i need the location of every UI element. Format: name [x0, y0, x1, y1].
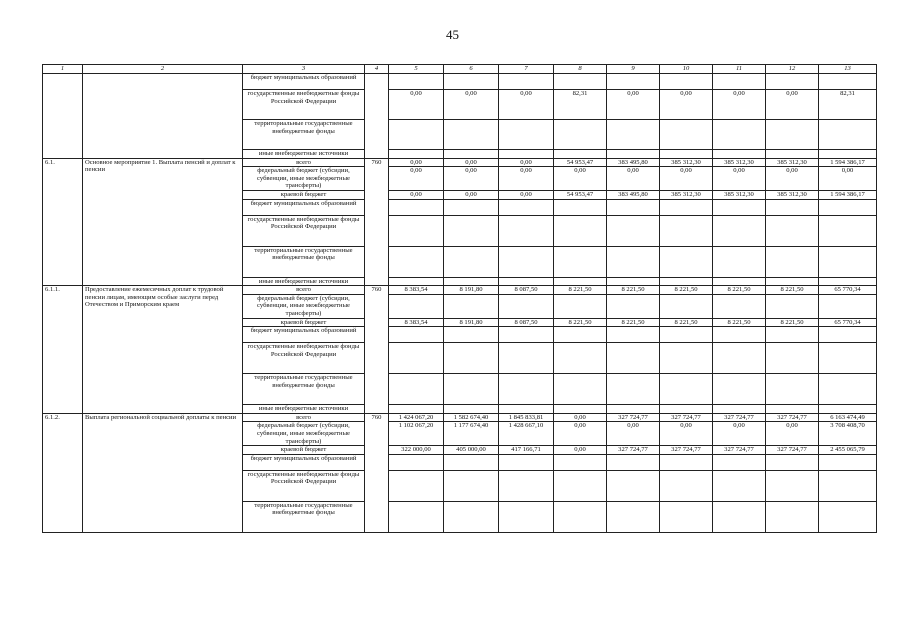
amount-cell [554, 470, 607, 501]
amount-cell: 1 582 674,40 [444, 413, 499, 422]
amount-cell [554, 501, 607, 532]
amount-cell [819, 470, 877, 501]
amount-cell: 0,00 [607, 167, 660, 191]
amount-cell [819, 150, 877, 159]
amount-cell: 8 383,54 [389, 286, 444, 295]
amount-cell: 0,00 [389, 90, 444, 120]
funding-source: бюджет муниципальных образований [243, 74, 365, 90]
amount-cell: 0,00 [499, 167, 554, 191]
amount-cell [389, 150, 444, 159]
item-name: Основное мероприятие 1. Выплата пенсий и доплат к пенсии [83, 158, 243, 286]
amount-cell [444, 454, 499, 470]
funding-source: краевой бюджет [243, 446, 365, 455]
amount-cell [499, 405, 554, 414]
amount-cell [444, 501, 499, 532]
amount-cell [554, 246, 607, 277]
amount-cell [766, 294, 819, 318]
amount-cell: 6 163 474,49 [819, 413, 877, 422]
amount-cell: 0,00 [554, 413, 607, 422]
funding-source: бюджет муниципальных образований [243, 199, 365, 215]
item-name [83, 74, 243, 159]
amount-cell: 1 424 067,20 [389, 413, 444, 422]
funding-source: всего [243, 413, 365, 422]
amount-cell [660, 327, 713, 343]
amount-cell [389, 405, 444, 414]
amount-cell [389, 294, 444, 318]
amount-cell [554, 199, 607, 215]
amount-cell: 8 087,50 [499, 286, 554, 295]
amount-cell [499, 294, 554, 318]
amount-cell [554, 277, 607, 286]
amount-cell: 322 000,00 [389, 446, 444, 455]
grbs-code [365, 74, 389, 159]
funding-source: бюджет муниципальных образований [243, 454, 365, 470]
amount-cell [660, 470, 713, 501]
table-row [43, 158, 877, 167]
amount-cell [660, 246, 713, 277]
amount-cell: 383 495,80 [607, 190, 660, 199]
amount-cell [499, 246, 554, 277]
amount-cell: 8 087,50 [499, 318, 554, 327]
funding-source: всего [243, 286, 365, 295]
amount-cell: 65 770,34 [819, 318, 877, 327]
amount-cell [389, 343, 444, 374]
amount-cell: 385 312,30 [713, 158, 766, 167]
amount-cell [713, 501, 766, 532]
amount-cell [660, 343, 713, 374]
amount-cell [444, 120, 499, 150]
amount-cell: 1 102 067,20 [389, 422, 444, 446]
amount-cell [444, 374, 499, 405]
amount-cell [819, 405, 877, 414]
amount-cell [607, 327, 660, 343]
column-number: 7 [499, 65, 554, 74]
amount-cell [660, 405, 713, 414]
amount-cell [766, 343, 819, 374]
amount-cell [499, 501, 554, 532]
amount-cell: 0,00 [499, 158, 554, 167]
amount-cell: 385 312,30 [660, 190, 713, 199]
amount-cell: 385 312,30 [766, 158, 819, 167]
funding-source: государственные внебюджетные фонды Российской Федерации [243, 215, 365, 246]
amount-cell [499, 277, 554, 286]
column-number: 9 [607, 65, 660, 74]
amount-cell [554, 405, 607, 414]
amount-cell [766, 246, 819, 277]
amount-cell: 0,00 [607, 422, 660, 446]
table-row [43, 286, 877, 295]
amount-cell [660, 454, 713, 470]
amount-cell [713, 74, 766, 90]
amount-cell: 8 191,80 [444, 286, 499, 295]
item-code: 6.1.2. [43, 413, 83, 532]
column-number: 12 [766, 65, 819, 74]
amount-cell [819, 454, 877, 470]
amount-cell: 327 724,77 [713, 446, 766, 455]
amount-cell: 8 221,50 [607, 318, 660, 327]
amount-cell [444, 470, 499, 501]
amount-cell [660, 74, 713, 90]
amount-cell [499, 215, 554, 246]
amount-cell [499, 454, 554, 470]
amount-cell [766, 150, 819, 159]
amount-cell: 0,00 [660, 422, 713, 446]
column-number: 5 [389, 65, 444, 74]
amount-cell [660, 374, 713, 405]
amount-cell [766, 199, 819, 215]
amount-cell: 8 221,50 [554, 286, 607, 295]
amount-cell: 65 770,34 [819, 286, 877, 295]
amount-cell: 0,00 [766, 90, 819, 120]
amount-cell [819, 246, 877, 277]
amount-cell: 8 191,80 [444, 318, 499, 327]
amount-cell: 0,00 [713, 167, 766, 191]
amount-cell [819, 199, 877, 215]
amount-cell: 327 724,77 [766, 413, 819, 422]
amount-cell [713, 470, 766, 501]
amount-cell [444, 150, 499, 159]
funding-source: иные внебюджетные источники [243, 277, 365, 286]
amount-cell: 0,00 [819, 167, 877, 191]
amount-cell [499, 327, 554, 343]
amount-cell [819, 501, 877, 532]
amount-cell: 1 845 833,81 [499, 413, 554, 422]
amount-cell [660, 150, 713, 159]
funding-source: всего [243, 158, 365, 167]
amount-cell [713, 343, 766, 374]
amount-cell [444, 294, 499, 318]
funding-source: государственные внебюджетные фонды Российской Федерации [243, 90, 365, 120]
amount-cell [499, 374, 554, 405]
table-body [43, 65, 877, 533]
amount-cell [766, 454, 819, 470]
grbs-code: 760 [365, 158, 389, 286]
amount-cell [766, 374, 819, 405]
column-number: 11 [713, 65, 766, 74]
amount-cell: 0,00 [444, 190, 499, 199]
amount-cell [499, 470, 554, 501]
amount-cell [444, 405, 499, 414]
grbs-code: 760 [365, 413, 389, 532]
amount-cell [766, 277, 819, 286]
amount-cell [713, 215, 766, 246]
amount-cell: 0,00 [766, 422, 819, 446]
amount-cell: 0,00 [389, 190, 444, 199]
amount-cell: 0,00 [389, 167, 444, 191]
funding-source: бюджет муниципальных образований [243, 327, 365, 343]
funding-source: государственные внебюджетные фонды Российской Федерации [243, 470, 365, 501]
amount-cell: 1 594 386,17 [819, 190, 877, 199]
amount-cell [713, 150, 766, 159]
table-row [43, 74, 877, 90]
amount-cell [554, 327, 607, 343]
amount-cell: 0,00 [554, 422, 607, 446]
column-number: 1 [43, 65, 83, 74]
table-row [43, 413, 877, 422]
amount-cell [389, 327, 444, 343]
amount-cell [389, 120, 444, 150]
amount-cell [389, 215, 444, 246]
column-number: 4 [365, 65, 389, 74]
amount-cell [554, 374, 607, 405]
amount-cell: 327 724,77 [607, 413, 660, 422]
amount-cell [660, 120, 713, 150]
amount-cell [660, 215, 713, 246]
amount-cell [819, 374, 877, 405]
amount-cell [766, 470, 819, 501]
amount-cell [766, 215, 819, 246]
amount-cell: 1 594 386,17 [819, 158, 877, 167]
amount-cell [607, 199, 660, 215]
funding-source: федеральный бюджет (субсидии, субвенции, иные межбюджетные трансферты) [243, 294, 365, 318]
amount-cell [607, 294, 660, 318]
amount-cell: 8 221,50 [660, 318, 713, 327]
amount-cell [607, 246, 660, 277]
amount-cell: 8 221,50 [660, 286, 713, 295]
amount-cell: 385 312,30 [766, 190, 819, 199]
amount-cell [389, 374, 444, 405]
amount-cell [819, 327, 877, 343]
funding-source: территориальные государственные внебюджетные фонды [243, 246, 365, 277]
amount-cell: 0,00 [444, 158, 499, 167]
amount-cell [554, 74, 607, 90]
amount-cell [444, 277, 499, 286]
amount-cell: 2 455 065,79 [819, 446, 877, 455]
amount-cell: 0,00 [554, 446, 607, 455]
amount-cell [713, 405, 766, 414]
amount-cell [607, 405, 660, 414]
amount-cell: 8 221,50 [554, 318, 607, 327]
amount-cell [444, 327, 499, 343]
amount-cell: 82,31 [819, 90, 877, 120]
amount-cell [607, 150, 660, 159]
funding-source: краевой бюджет [243, 190, 365, 199]
amount-cell [554, 215, 607, 246]
column-number: 8 [554, 65, 607, 74]
amount-cell [713, 246, 766, 277]
amount-cell [607, 120, 660, 150]
amount-cell: 0,00 [660, 90, 713, 120]
amount-cell [607, 454, 660, 470]
amount-cell: 385 312,30 [713, 190, 766, 199]
amount-cell [766, 405, 819, 414]
amount-cell [766, 501, 819, 532]
amount-cell [713, 327, 766, 343]
amount-cell: 8 221,50 [713, 286, 766, 295]
amount-cell [819, 74, 877, 90]
amount-cell [660, 199, 713, 215]
funding-source: иные внебюджетные источники [243, 405, 365, 414]
funding-source: краевой бюджет [243, 318, 365, 327]
amount-cell [819, 294, 877, 318]
amount-cell: 327 724,77 [766, 446, 819, 455]
amount-cell [444, 246, 499, 277]
amount-cell: 8 221,50 [766, 318, 819, 327]
amount-cell [607, 374, 660, 405]
amount-cell [766, 74, 819, 90]
amount-cell [713, 199, 766, 215]
amount-cell [389, 246, 444, 277]
amount-cell [660, 277, 713, 286]
amount-cell [499, 120, 554, 150]
amount-cell [660, 501, 713, 532]
amount-cell [389, 454, 444, 470]
amount-cell: 54 953,47 [554, 158, 607, 167]
funding-source: федеральный бюджет (субсидии, субвенции, иные межбюджетные трансферты) [243, 422, 365, 446]
amount-cell [819, 343, 877, 374]
amount-cell [713, 374, 766, 405]
amount-cell: 327 724,77 [660, 413, 713, 422]
amount-cell [444, 215, 499, 246]
amount-cell [713, 120, 766, 150]
amount-cell [554, 120, 607, 150]
amount-cell [389, 501, 444, 532]
funding-source: территориальные государственные внебюджетные фонды [243, 501, 365, 532]
amount-cell [819, 277, 877, 286]
amount-cell: 327 724,77 [660, 446, 713, 455]
item-code [43, 74, 83, 159]
amount-cell [389, 470, 444, 501]
amount-cell: 0,00 [607, 90, 660, 120]
amount-cell: 0,00 [499, 190, 554, 199]
amount-cell [554, 343, 607, 374]
amount-cell [499, 199, 554, 215]
amount-cell: 0,00 [499, 90, 554, 120]
amount-cell: 0,00 [389, 158, 444, 167]
grbs-code: 760 [365, 286, 389, 414]
amount-cell: 54 953,47 [554, 190, 607, 199]
amount-cell [660, 294, 713, 318]
amount-cell [766, 327, 819, 343]
amount-cell [554, 150, 607, 159]
amount-cell: 0,00 [713, 422, 766, 446]
page-number: 45 [446, 27, 459, 42]
amount-cell: 3 708 408,70 [819, 422, 877, 446]
amount-cell: 383 495,80 [607, 158, 660, 167]
amount-cell: 8 383,54 [389, 318, 444, 327]
amount-cell [819, 120, 877, 150]
amount-cell [499, 343, 554, 374]
amount-cell [607, 470, 660, 501]
amount-cell: 405 000,00 [444, 446, 499, 455]
amount-cell [713, 454, 766, 470]
amount-cell [607, 277, 660, 286]
amount-cell: 1 177 674,40 [444, 422, 499, 446]
amount-cell [554, 294, 607, 318]
amount-cell: 1 428 667,10 [499, 422, 554, 446]
amount-cell [713, 277, 766, 286]
column-number: 3 [243, 65, 365, 74]
column-number: 2 [83, 65, 243, 74]
column-number: 6 [444, 65, 499, 74]
amount-cell [389, 199, 444, 215]
amount-cell [607, 74, 660, 90]
amount-cell: 8 221,50 [607, 286, 660, 295]
amount-cell [554, 454, 607, 470]
item-code: 6.1. [43, 158, 83, 286]
amount-cell [444, 74, 499, 90]
amount-cell: 385 312,30 [660, 158, 713, 167]
item-code: 6.1.1. [43, 286, 83, 414]
amount-cell [766, 120, 819, 150]
amount-cell [607, 501, 660, 532]
amount-cell [389, 74, 444, 90]
amount-cell: 8 221,50 [713, 318, 766, 327]
amount-cell: 417 166,71 [499, 446, 554, 455]
amount-cell: 0,00 [554, 167, 607, 191]
amount-cell [444, 343, 499, 374]
funding-source: государственные внебюджетные фонды Российской Федерации [243, 343, 365, 374]
amount-cell: 0,00 [444, 167, 499, 191]
amount-cell: 0,00 [444, 90, 499, 120]
amount-cell [607, 343, 660, 374]
amount-cell: 327 724,77 [607, 446, 660, 455]
amount-cell: 82,31 [554, 90, 607, 120]
amount-cell: 327 724,77 [713, 413, 766, 422]
amount-cell: 0,00 [660, 167, 713, 191]
item-name: Предоставление ежемесячных доплат к трудовой пенсии лицам, имеющим особые заслуги перед Отечеством и Приморским краем [83, 286, 243, 414]
budget-table [42, 64, 877, 533]
column-number: 13 [819, 65, 877, 74]
funding-source: федеральный бюджет (субсидии, субвенции, иные межбюджетные трансферты) [243, 167, 365, 191]
amount-cell [389, 277, 444, 286]
amount-cell: 8 221,50 [766, 286, 819, 295]
amount-cell: 0,00 [766, 167, 819, 191]
column-number: 10 [660, 65, 713, 74]
amount-cell [607, 215, 660, 246]
item-name: Выплата региональной социальной доплаты к пенсии [83, 413, 243, 532]
amount-cell [444, 199, 499, 215]
amount-cell [499, 74, 554, 90]
amount-cell [499, 150, 554, 159]
amount-cell [819, 215, 877, 246]
funding-source: территориальные государственные внебюджетные фонды [243, 374, 365, 405]
column-number-row [43, 65, 877, 74]
amount-cell: 0,00 [713, 90, 766, 120]
funding-source: территориальные государственные внебюджетные фонды [243, 120, 365, 150]
funding-source: иные внебюджетные источники [243, 150, 365, 159]
amount-cell [713, 294, 766, 318]
